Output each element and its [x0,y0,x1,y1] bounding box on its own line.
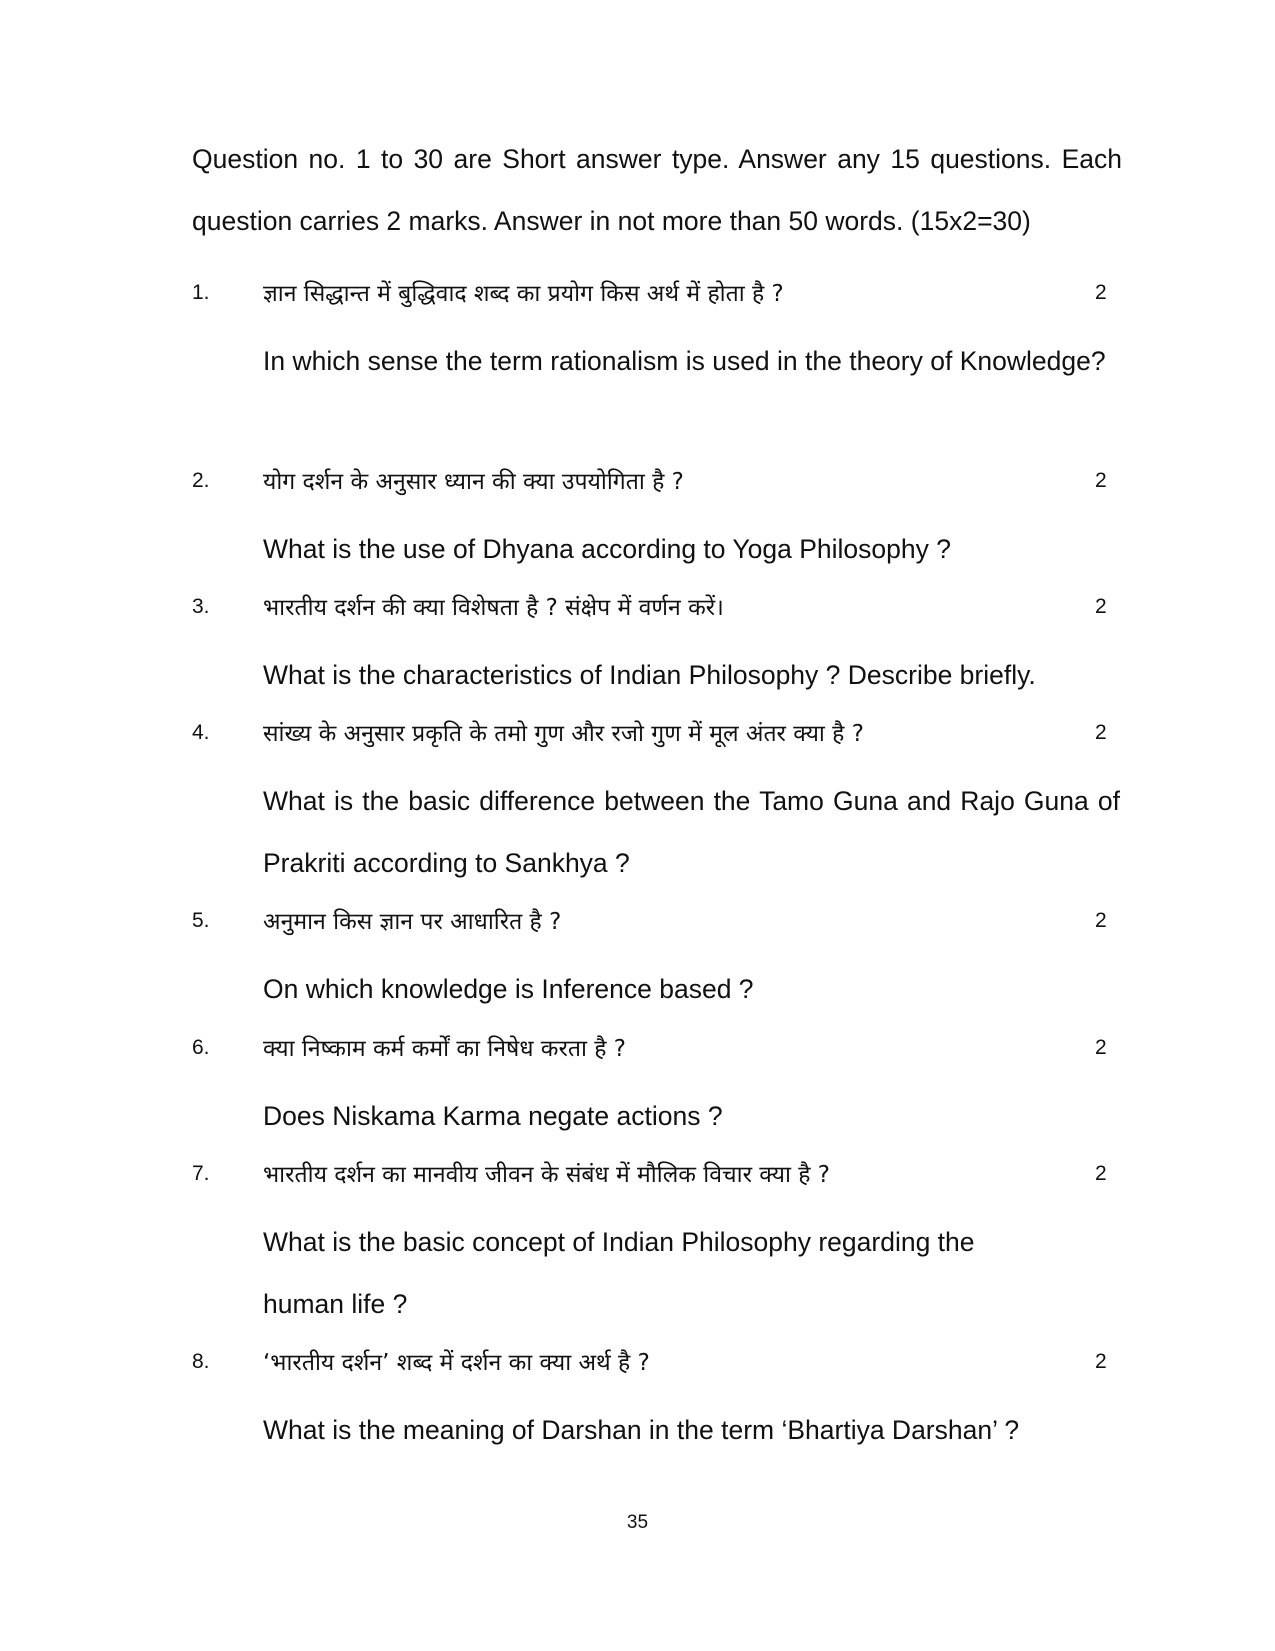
question-hindi: ज्ञान सिद्धान्त में बुद्धिवाद शब्द का प्रयोग किस अर्थ में होता है ? [263,281,784,307]
question-hindi: अनुमान किस ज्ञान पर आधारित है ? [263,909,562,935]
question-marks: 2 [1095,595,1107,618]
instructions-text: Question no. 1 to 30 are Short answer type. Answer any 15 questions. Each question carries 2 marks. Answer in not more than 50 words. [192,144,1122,236]
question-number: 6. [192,1036,210,1059]
question-english: What is the use of Dhyana according to Yoga Philosophy ? [263,534,951,564]
question-marks: 2 [1095,721,1107,744]
question-number: 7. [192,1162,210,1185]
question-number: 3. [192,595,210,618]
question-english: What is the basic difference between the Tamo Guna and Rajo Guna of Prakriti according to Sankhya ? [263,786,1120,878]
instructions-marks-total: (15x2=30) [910,206,1031,236]
question-english: In which sense the term rationalism is used in the theory of Knowledge? [263,346,1106,376]
question-marks: 2 [1095,469,1107,492]
question-number: 1. [192,281,210,304]
question-number: 4. [192,721,210,744]
question-hindi: योग दर्शन के अनुसार ध्यान की क्या उपयोगिता है ? [263,469,684,495]
question-marks: 2 [1095,909,1107,932]
question-number: 8. [192,1350,210,1373]
question-marks: 2 [1095,1036,1107,1059]
question-english: Does Niskama Karma negate actions ? [263,1101,723,1131]
question-hindi: ‘भारतीय दर्शन’ शब्द में दर्शन का क्या अर्थ है ? [263,1350,650,1376]
question-number: 5. [192,909,210,932]
question-english: What is the characteristics of Indian Philosophy ? Describe briefly. [263,660,1036,690]
question-hindi: भारतीय दर्शन की क्या विशेषता है ? संक्षेप में वर्णन करें। [263,595,724,621]
question-marks: 2 [1095,1350,1107,1373]
question-number: 2. [192,469,210,492]
question-english: What is the basic concept of Indian Philosophy regarding the human life ? [263,1227,975,1319]
question-hindi: क्या निष्काम कर्म कर्मों का निषेध करता है ? [263,1036,626,1062]
question-marks: 2 [1095,1162,1107,1185]
page-number: 35 [626,1512,649,1533]
question-english: What is the meaning of Darshan in the term ‘Bhartiya Darshan’ ? [263,1415,1020,1445]
question-hindi: भारतीय दर्शन का मानवीय जीवन के संबंध में मौलिक विचार क्या है ? [263,1162,830,1188]
question-hindi: सांख्य के अनुसार प्रकृति के तमो गुण और रजो गुण में मूल अंतर क्या है ? [263,721,864,747]
question-english: On which knowledge is Inference based ? [263,974,754,1004]
question-marks: 2 [1095,281,1107,304]
